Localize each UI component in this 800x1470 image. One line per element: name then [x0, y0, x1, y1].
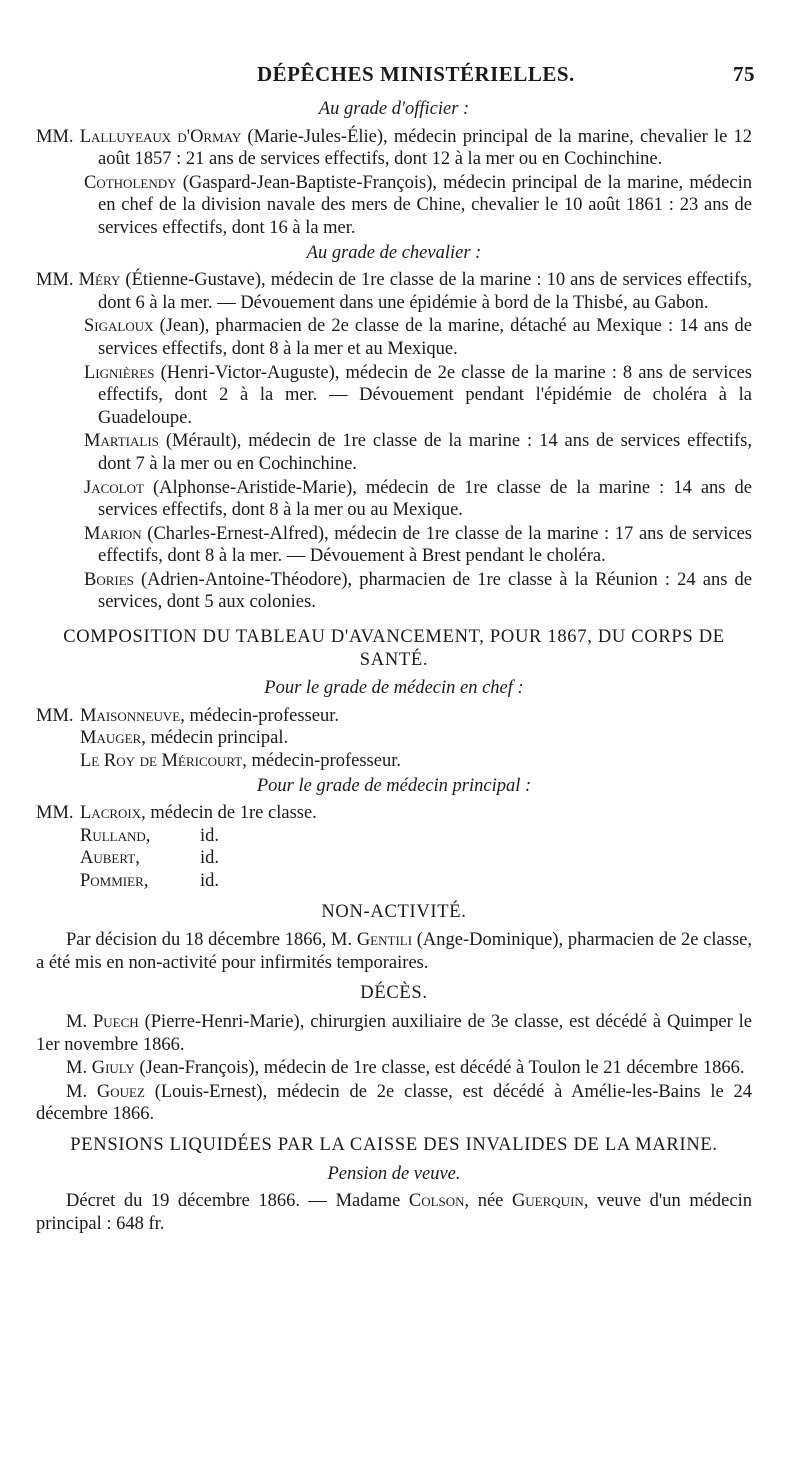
entry-name: Rulland,	[80, 825, 151, 846]
entry-text: , médecin principal.	[141, 728, 289, 749]
paragraph-deces-gouez	[36, 1081, 752, 1126]
entry-mery	[36, 269, 752, 314]
entry-name: Gouez	[96, 1081, 145, 1102]
entry-lignieres	[36, 362, 752, 430]
list-item	[36, 750, 752, 773]
list-item	[36, 705, 752, 728]
entry-text: (Jean-François), médecin de 1re classe, est décédé à Toulon le 21 décembre 1866.	[134, 1058, 745, 1079]
entry-name: Lacroix	[80, 803, 142, 824]
entry-text: (Marie-Jules-Élie), médecin principal de la marine, chevalier le 12 août 1857 : 21 ans de services effectifs, dont 12 à la mer ou en Cochinchine.	[98, 126, 752, 170]
paragraph-deces-giuly	[36, 1057, 752, 1080]
entry-sigaloux	[36, 315, 752, 360]
paragraph-deces-puech	[36, 1011, 752, 1056]
entry-name: Pommier,	[80, 871, 149, 891]
page-number: 75	[733, 62, 755, 86]
heading-medecin-en-chef: Pour le grade de médecin en chef :	[264, 678, 524, 699]
entry-name: Bories	[84, 569, 134, 590]
entry-prefix: M.	[66, 1058, 92, 1079]
heading-deces: DÉCÈS.	[360, 983, 428, 1004]
paragraph-non-activite	[36, 929, 752, 974]
entry-name: Aubert,	[80, 848, 140, 869]
heading-pensions: PENSIONS LIQUIDÉES PAR LA CAISSE DES INVALIDES DE LA MARINE.	[70, 1134, 718, 1155]
heading-chevalier: Au grade de chevalier :	[306, 242, 482, 263]
para-text: (Ange-Dominique), pharmacien de 2e classe, a été mis en non-activité pour infirmités temporaires.	[36, 930, 752, 973]
entry-name: Maisonneuve	[80, 705, 181, 726]
entry-cotholendy	[36, 172, 752, 240]
entry-text: (Mérault), médecin de 1re classe de la marine : 14 ans de services effectifs, dont 7 à la mer ou en Cochinchine.	[98, 431, 752, 474]
entry-name: Lalluyeaux d'Ormay	[79, 126, 242, 147]
entry-lalluyeaux	[36, 126, 752, 171]
para-text: Par décision du 18 décembre 1866, M.	[66, 930, 357, 951]
header-title: DÉPÊCHES MINISTÉRIELLES.	[257, 62, 575, 86]
entry-name: Puech	[93, 1011, 139, 1032]
entry-name: Méry	[78, 270, 121, 291]
entry-prefix: MM.	[36, 803, 74, 824]
entry-text: id.	[200, 825, 220, 846]
entry-text: , médecin de 1re classe.	[141, 803, 317, 824]
para-text: , née	[464, 1191, 512, 1212]
heading-pension-veuve: Pension de veuve.	[327, 1163, 461, 1184]
entry-marion	[36, 523, 752, 568]
entry-text: (Henri-Victor-Auguste), médecin de 2e classe de la marine : 8 ans de services effectifs, dont 2 à la mer. — Dévouement pendant l'épidémie de choléra à la Guadeloupe.	[98, 362, 752, 428]
entry-martialis	[36, 430, 752, 475]
entry-text: , médecin-professeur.	[180, 705, 339, 726]
entry-name: Mauger	[80, 728, 142, 749]
entry-name: Giuly	[91, 1058, 135, 1079]
list-item	[36, 727, 752, 750]
entry-name: Gentili	[356, 930, 413, 951]
entry-bories	[36, 569, 752, 614]
entry-prefix: M.	[66, 1081, 97, 1102]
heading-medecin-principal: Pour le grade de médecin principal :	[256, 775, 532, 796]
heading-composition: COMPOSITION DU TABLEAU D'AVANCEMENT, POUR 1867, DU CORPS DE SANTÉ.	[63, 627, 725, 670]
entry-name: Jacolot	[84, 477, 144, 498]
para-text: Décret du 19 décembre 1866. — Madame	[66, 1191, 409, 1212]
entry-text: (Étienne-Gustave), médecin de 1re classe de la marine : 10 ans de services effectifs, dont 6 à la mer. — Dévouement dans une épidémie à bord de la Thisbé, au Gabon.	[98, 270, 752, 313]
list-medecin-principal	[36, 802, 752, 892]
entry-prefix: MM.	[36, 705, 74, 726]
entry-prefix: M.	[66, 1011, 93, 1032]
entry-prefix: MM.	[36, 270, 74, 291]
entry-text: (Charles-Ernest-Alfred), médecin de 1re classe de la marine : 17 ans de services effectifs, dont 8 à la mer. — Dévouement à Brest pendant le choléra.	[98, 523, 752, 567]
list-medecin-en-chef	[36, 705, 752, 773]
page-body	[36, 96, 752, 1236]
list-item	[36, 802, 752, 825]
para-text: , veuve d'un médecin principal : 648 fr.	[36, 1191, 752, 1234]
list-item	[36, 825, 752, 848]
entry-name: Le Roy de Méricourt	[80, 751, 243, 772]
entry-name: Guerquin	[511, 1191, 584, 1212]
paragraph-pension	[36, 1190, 752, 1235]
entry-name: Marion	[84, 523, 142, 544]
entry-name: Sigaloux	[84, 316, 154, 337]
entry-text: (Alphonse-Aristide-Marie), médecin de 1re classe de la marine : 14 ans de services effectifs, dont 8 à la mer ou au Mexique.	[98, 477, 752, 521]
entry-text: , médecin-professeur.	[242, 751, 401, 772]
entry-text: (Gaspard-Jean-Baptiste-François), médecin principal de la marine, médecin en chef de la division navale des mers de Chine, chevalier le 10 août 1861 : 23 ans de services effectifs, dont 16 à la mer.	[98, 172, 752, 238]
entry-name: Lignières	[84, 362, 155, 383]
list-item	[36, 847, 752, 870]
entry-text: (Louis-Ernest), médecin de 2e classe, est décédé à Amélie-les-Bains le 24 décembre 1866.	[36, 1081, 752, 1125]
heading-non-activite: NON-ACTIVITÉ.	[321, 901, 467, 922]
entry-name: Martialis	[84, 431, 159, 452]
entry-name: Cotholendy	[84, 172, 177, 193]
running-header	[0, 62, 800, 92]
entry-text: id.	[200, 871, 220, 891]
heading-officier: Au grade d'officier :	[318, 99, 470, 119]
entry-prefix: MM.	[36, 126, 74, 147]
entry-text: (Pierre-Henri-Marie), chirurgien auxiliaire de 3e classe, est décédé à Quimper le 1er novembre 1866.	[36, 1011, 753, 1055]
entry-text: id.	[200, 848, 220, 869]
entry-name: Colson	[408, 1191, 465, 1212]
entry-text: (Jean), pharmacien de 2e classe de la marine, détaché au Mexique : 14 ans de services effectifs, dont 8 à la mer et au Mexique.	[98, 316, 752, 359]
entry-jacolot	[36, 477, 752, 522]
entry-text: (Adrien-Antoine-Théodore), pharmacien de 1re classe à la Réunion : 24 ans de services, dont 5 aux colonies.	[98, 569, 752, 613]
list-item	[36, 870, 752, 893]
